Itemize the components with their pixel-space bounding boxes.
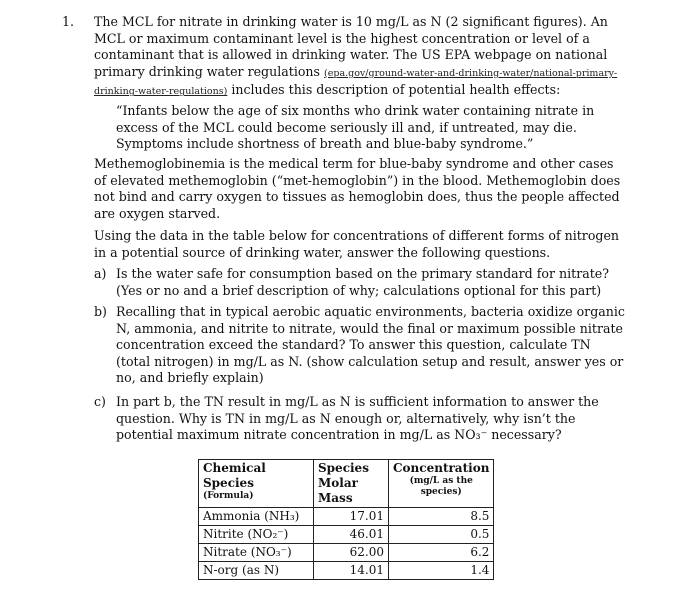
part-a-label: a) xyxy=(94,266,107,281)
methemoglobinemia-paragraph: Methemoglobinemia is the medical term for blue-baby syndrome and other cases of elevated methemoglobin (“met-hemoglobin”) in the blood. Methemoglobin does not bind and carry oxygen to tissues as hemoglobin does, thus the people affected are oxygen starved. xyxy=(94,156,621,221)
cell-concentration: 8.5 xyxy=(389,508,494,526)
intro-text: The MCL for nitrate in drinking water is 10 mg/L as N (2 significant figures). An MCL or maximum contaminant level is the highest concentration or level of a contaminant that is allowed in drinking water. The US EPA webpage on national primary drinking water regulations xyxy=(94,14,608,79)
intro-paragraph xyxy=(94,14,624,101)
table-row xyxy=(199,526,494,544)
cell-concentration: 6.2 xyxy=(389,544,494,562)
header-concentration-sub: (mg/L as the species) xyxy=(409,476,473,497)
header-molar-mass-sub: Molar Mass xyxy=(318,476,358,505)
cell-molar-mass: 46.01 xyxy=(314,526,389,544)
cell-molar-mass: 62.00 xyxy=(314,544,389,562)
table-row xyxy=(199,562,494,580)
cell-species: Ammonia (NH₃) xyxy=(199,508,314,526)
cell-concentration: 0.5 xyxy=(389,526,494,544)
intro-end-text: includes this description of potential health effects: xyxy=(231,82,561,98)
cell-molar-mass: 14.01 xyxy=(314,562,389,580)
question-number: 1. xyxy=(62,14,75,29)
cell-species: Nitrite (NO₂⁻) xyxy=(199,526,314,544)
instructions-paragraph: Using the data in the table below for concentrations of different forms of nitrogen in a potential source of drinking water, answer the following questions. xyxy=(94,228,620,260)
epa-url-link[interactable]: (epa.gov/ground-water-and-drinking-water/national-primary-drinking-water-regulations) xyxy=(94,67,618,98)
part-b-label: b) xyxy=(94,304,107,319)
cell-species: N-org (as N) xyxy=(199,562,314,580)
table-header-row xyxy=(199,460,494,508)
table-row xyxy=(199,508,494,526)
cell-molar-mass: 17.01 xyxy=(314,508,389,526)
part-a-text: Is the water safe for consumption based on the primary standard for nitrate? (Yes or no and a brief description of why; calculations optional for this part) xyxy=(116,266,609,298)
header-chemical-species-main: Chemical Species xyxy=(203,461,266,490)
header-concentration-main: Concentration xyxy=(393,461,490,475)
header-chemical-species xyxy=(199,460,314,508)
table-row xyxy=(199,544,494,562)
nitrogen-species-table xyxy=(198,459,494,580)
part-c-text: In part b, the TN result in mg/L as N is sufficient information to answer the question. Why is TN in mg/L as N enough or, alternatively, why isn’t the potential maximum nitrate concentration in mg/L as NO₃⁻ necessary? xyxy=(116,394,599,443)
cell-species: Nitrate (NO₃⁻) xyxy=(199,544,314,562)
part-b-text: Recalling that in typical aerobic aquatic environments, bacteria oxidize organic N, ammonia, and nitrite to nitrate, would the final or maximum possible nitrate concentration exceed the standard? To answer this question, calculate TN (total nitrogen) in mg/L as N. (show calculation setup and result, answer yes or no, and briefly explain) xyxy=(116,304,625,386)
header-molar-mass xyxy=(314,460,389,508)
cell-concentration: 1.4 xyxy=(389,562,494,580)
header-chemical-species-sub: (Formula) xyxy=(203,491,254,501)
header-molar-mass-main: Species xyxy=(318,461,369,475)
header-concentration xyxy=(389,460,494,508)
part-c-label: c) xyxy=(94,394,106,409)
health-effects-quote: “Infants below the age of six months who drink water containing nitrate in excess of the MCL could become seriously ill and, if untreated, may die. Symptoms include shortness of breath and blue-baby syndrome.” xyxy=(116,103,595,152)
